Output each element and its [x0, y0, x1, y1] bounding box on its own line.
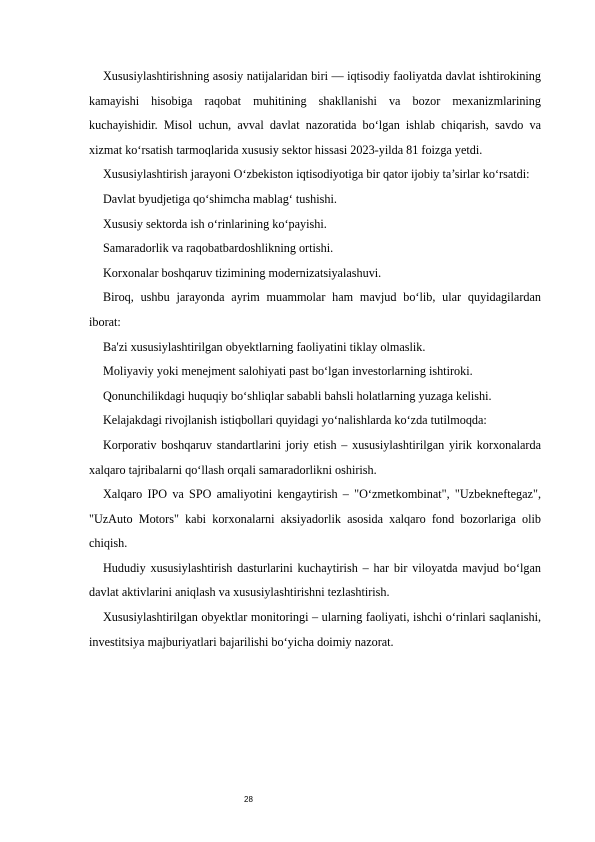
list-item-corporate-governance: Korporativ boshqaruv standartlarini joriy etish – xususiylashtirilgan yirik korxonalarda xalqaro tajribalarni qo‘llash orqali samaradorlikni oshirish. [89, 437, 541, 477]
list-item-problem-recovery: Ba'zi xususiylashtirilgan obyektlarning faoliyatini tiklay olmaslik. [103, 339, 426, 354]
list-item-budget-revenue: Davlat byudjetiga qo‘shimcha mablag‘ tushishi. [103, 191, 337, 206]
document-body [89, 64, 541, 654]
list-item-monitoring: Xususiylashtirilgan obyektlar monitoringi – ularning faoliyati, ishchi o‘rinlari saqlanishi, investitsiya majburiyatlari bajarilishi bo‘yicha doimiy nazorat. [89, 610, 541, 649]
list-item-problem-legal-gaps: Qonunchilikdagi huquqiy bo‘shliqlar sababli bahsli holatlarning yuzaga kelishi. [103, 388, 492, 403]
paragraph-positive-effects-intro: Xususiylashtirish jarayoni O‘zbekiston iqtisodiyotiga bir qator ijobiy ta’sirlar ko‘rsatdi: [103, 167, 530, 182]
paragraph-future-prospects-intro: Kelajakdagi rivojlanish istiqbollari quyidagi yo‘nalishlarda ko‘zda tutilmoqda: [103, 413, 487, 428]
list-item-regional-programs: Hududiy xususiylashtirish dasturlarini kuchaytirish – har bir viloyatda mavjud bo‘lgan davlat aktivlarini aniqlash va xususiylashtirishni tezlashtirish. [89, 560, 541, 600]
page-number: 28 [244, 795, 253, 804]
paragraph-privatization-results: Xususiylashtirishning asosiy natijalaridan biri — iqtisodiy faoliyatda davlat ishtirokining kamayishi hisobiga raqobat muhitining shakllanishi va bozor mexanizmlarining kuchayishidir. Misol uchun, avval davlat nazoratida bo‘lgan ishlab chiqarish, savdo va xizmat ko‘rsatish tarmoqlarida xususiy sektor hissasi 2023-yilda 81 foizga yetdi. [89, 69, 541, 157]
paragraph-problems-intro: Biroq, ushbu jarayonda ayrim muammolar ham mavjud bo‘lib, ular quyidagilardan iborat: [89, 290, 541, 329]
list-item-jobs-growth: Xususiy sektorda ish o‘rinlarining ko‘payishi. [103, 216, 327, 231]
list-item-efficiency: Samaradorlik va raqobatbardoshlikning ortishi. [103, 241, 334, 256]
list-item-management-modernization: Korxonalar boshqaruv tizimining modernizatsiyalashuvi. [103, 265, 382, 280]
list-item-problem-investors: Moliyaviy yoki menejment salohiyati past bo‘lgan investorlarning ishtiroki. [103, 364, 473, 379]
list-item-ipo-spo: Xalqaro IPO va SPO amaliyotini kengaytirish – "O‘zmetkombinat", "Uzbekneftegaz", "UzAuto Motors" kabi korxonalarni aksiyadorlik asosida xalqaro fond bozorlariga olib chiqish. [89, 487, 541, 551]
